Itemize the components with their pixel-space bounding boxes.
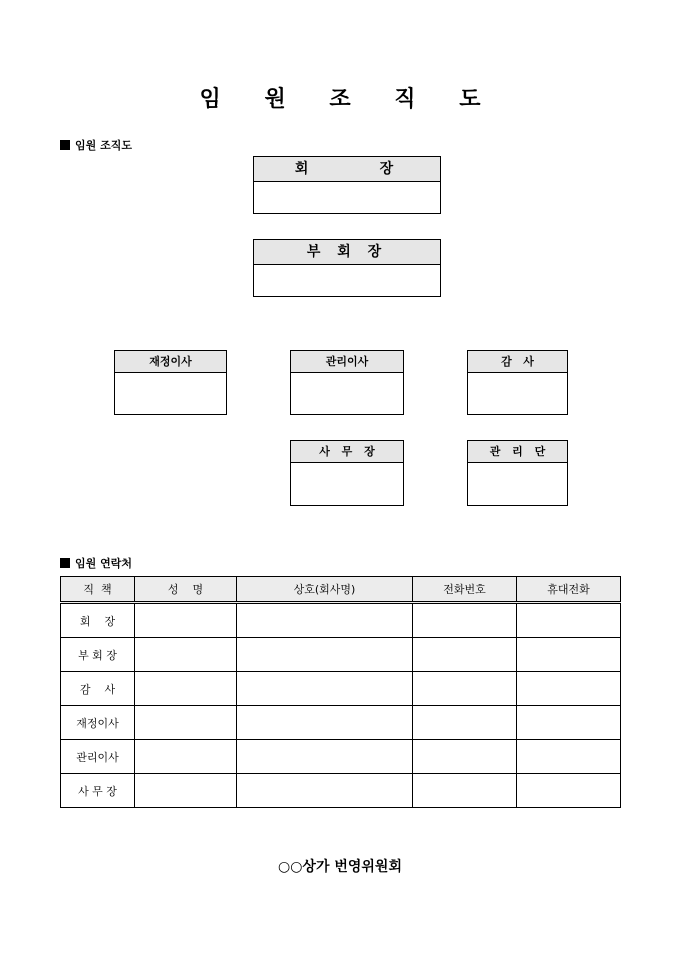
cell-mobile[interactable]	[517, 706, 621, 740]
org-box-finance-director	[114, 350, 227, 415]
org-box-header: 감 사	[468, 351, 567, 373]
org-box-header: 관 리 단	[468, 441, 567, 463]
org-box-body[interactable]	[254, 265, 440, 296]
cell-company[interactable]	[237, 706, 413, 740]
cell-phone[interactable]	[413, 603, 517, 638]
table-row	[61, 638, 621, 672]
cell-name[interactable]	[135, 603, 237, 638]
table-row	[61, 603, 621, 638]
page-title: 임 원 조 직 도	[199, 86, 499, 112]
col-header-position: 직 책	[61, 577, 135, 603]
row-position: 사 무 장	[61, 774, 135, 808]
col-header-company: 상호(회사명)	[237, 577, 413, 603]
cell-mobile[interactable]	[517, 603, 621, 638]
cell-name[interactable]	[135, 672, 237, 706]
cell-company[interactable]	[237, 740, 413, 774]
org-section-label-text: 임원 조직도	[75, 139, 132, 152]
row-position: 관리이사	[61, 740, 135, 774]
cell-mobile[interactable]	[517, 672, 621, 706]
row-position: 감 사	[61, 672, 135, 706]
row-position: 재정이사	[61, 706, 135, 740]
org-box-auditor	[467, 350, 568, 415]
col-header-mobile: 휴대전화	[517, 577, 621, 603]
table-header-row	[61, 577, 621, 603]
cell-name[interactable]	[135, 774, 237, 808]
org-box-header: 회 장	[254, 157, 440, 182]
cell-company[interactable]	[237, 638, 413, 672]
org-box-body[interactable]	[291, 373, 403, 414]
org-box-chairman	[253, 156, 441, 214]
organization-name: ○○상가 번영위원회	[278, 859, 402, 875]
table-row	[61, 706, 621, 740]
square-bullet-icon	[60, 558, 70, 568]
org-box-body[interactable]	[254, 182, 440, 213]
row-position: 회 장	[61, 603, 135, 638]
org-box-office-manager	[290, 440, 404, 506]
col-header-name: 성 명	[135, 577, 237, 603]
cell-phone[interactable]	[413, 740, 517, 774]
org-box-body[interactable]	[115, 373, 226, 414]
table-row	[61, 740, 621, 774]
cell-phone[interactable]	[413, 672, 517, 706]
contact-section-label-text: 임원 연락처	[75, 557, 132, 570]
cell-company[interactable]	[237, 603, 413, 638]
cell-company[interactable]	[237, 774, 413, 808]
contacts-table	[60, 576, 621, 808]
contact-section-label	[60, 555, 132, 571]
org-box-vice-chairman	[253, 239, 441, 297]
square-bullet-icon	[60, 140, 70, 150]
table-row	[61, 672, 621, 706]
org-box-body[interactable]	[468, 463, 567, 505]
org-box-header: 재정이사	[115, 351, 226, 373]
cell-phone[interactable]	[413, 774, 517, 808]
cell-phone[interactable]	[413, 638, 517, 672]
org-box-body[interactable]	[468, 373, 567, 414]
cell-phone[interactable]	[413, 706, 517, 740]
cell-name[interactable]	[135, 740, 237, 774]
cell-mobile[interactable]	[517, 740, 621, 774]
org-box-body[interactable]	[291, 463, 403, 505]
org-box-header: 부 회 장	[254, 240, 440, 265]
table-row	[61, 774, 621, 808]
org-box-management-team	[467, 440, 568, 506]
cell-mobile[interactable]	[517, 774, 621, 808]
org-box-header: 관리이사	[291, 351, 403, 373]
cell-name[interactable]	[135, 706, 237, 740]
org-box-header: 사 무 장	[291, 441, 403, 463]
cell-mobile[interactable]	[517, 638, 621, 672]
cell-name[interactable]	[135, 638, 237, 672]
cell-company[interactable]	[237, 672, 413, 706]
org-section-label	[60, 137, 132, 153]
col-header-phone: 전화번호	[413, 577, 517, 603]
org-box-management-director	[290, 350, 404, 415]
row-position: 부 회 장	[61, 638, 135, 672]
